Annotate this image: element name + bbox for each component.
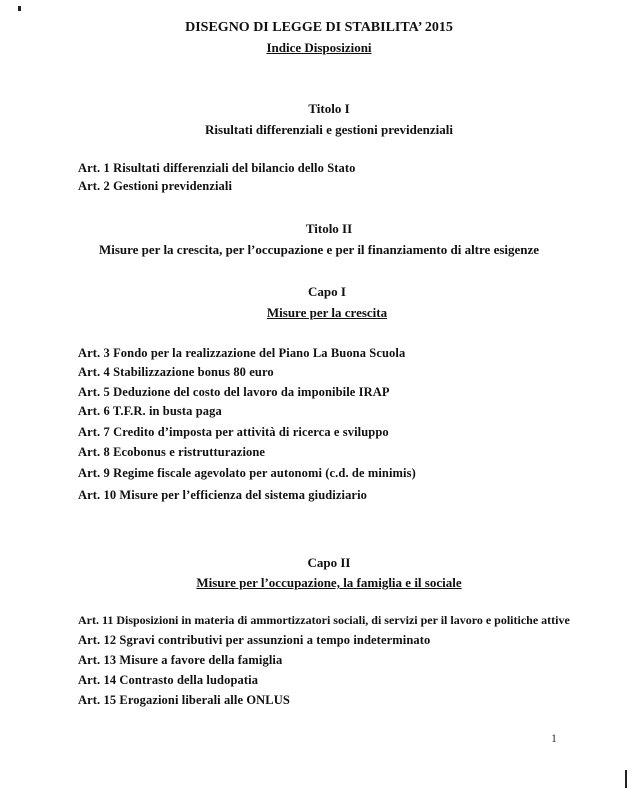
article-item: Art. 2 Gestioni previdenziali — [78, 179, 233, 193]
page-number: 1 — [551, 731, 557, 745]
titolo2-label: Titolo II — [305, 221, 353, 236]
article-item: Art. 11 Disposizioni in materia di ammortizzatori sociali, di servizi per il lavoro e politiche attive — [78, 613, 570, 627]
article-item: Art. 4 Stabilizzazione bonus 80 euro — [78, 365, 274, 379]
article-item: Art. 8 Ecobonus e ristrutturazione — [78, 445, 266, 459]
scan-mark-bottom-right — [625, 770, 627, 788]
article-item: Art. 9 Regime fiscale agevolato per autonomi (c.d. de minimis) — [78, 466, 416, 480]
article-item: Art. 15 Erogazioni liberali alle ONLUS — [78, 693, 290, 707]
article-item: Art. 12 Sgravi contributivi per assunzioni a tempo indeterminato — [78, 633, 431, 647]
capo1-heading: Misure per la crescita — [266, 305, 388, 320]
titolo1-label: Titolo I — [308, 101, 350, 116]
article-item: Art. 5 Deduzione del costo del lavoro da imponibile IRAP — [78, 385, 390, 399]
article-item: Art. 10 Misure per l’efficienza del sistema giudiziario — [78, 488, 368, 502]
article-item: Art. 14 Contrasto della ludopatia — [78, 673, 259, 687]
article-item: Art. 3 Fondo per la realizzazione del Piano La Buona Scuola — [78, 346, 406, 360]
document-title: DISEGNO DI LEGGE DI STABILITA’ 2015 — [185, 20, 453, 35]
scan-mark-top-left — [18, 6, 21, 11]
article-item: Art. 6 T.F.R. in busta paga — [78, 404, 222, 418]
titolo1-heading: Risultati differenziali e gestioni previdenziali — [205, 122, 453, 137]
article-item: Art. 13 Misure a favore della famiglia — [78, 653, 283, 667]
titolo2-heading: Misure per la crescita, per l’occupazione e per il finanziamento di altre esigenze — [98, 242, 540, 257]
document-subtitle: Indice Disposizioni — [266, 40, 372, 55]
capo1-label: Capo I — [308, 284, 346, 299]
capo2-heading: Misure per l’occupazione, la famiglia e il sociale — [196, 575, 462, 590]
article-item: Art. 7 Credito d’imposta per attività di ricerca e sviluppo — [78, 425, 389, 439]
article-item: Art. 1 Risultati differenziali del bilancio dello Stato — [78, 161, 356, 175]
capo2-label: Capo II — [307, 555, 351, 570]
